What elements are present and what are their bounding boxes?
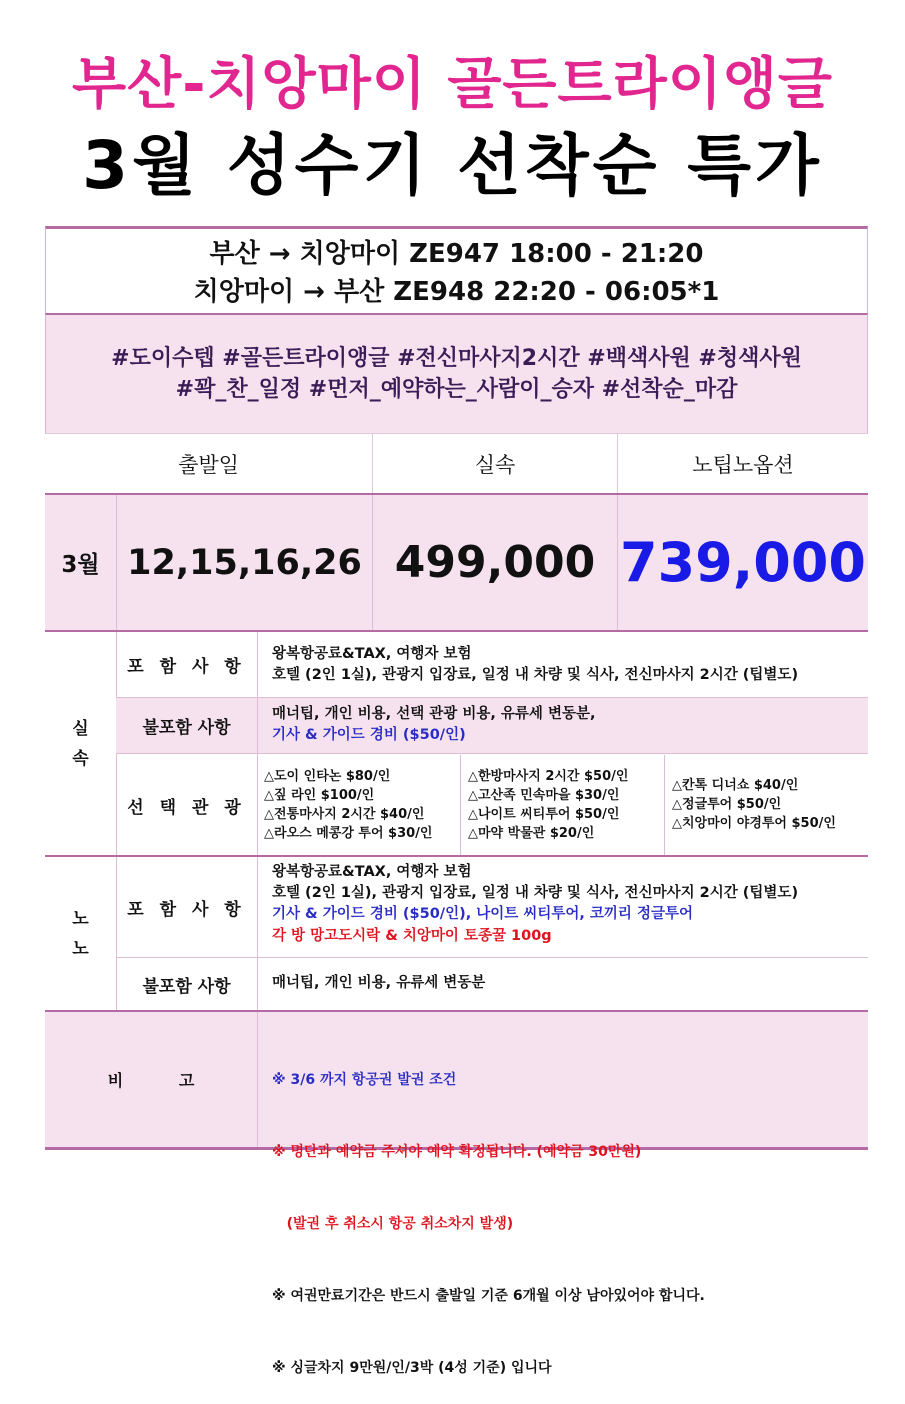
price-month: 3월 (61, 552, 100, 578)
optional-item: △도이 인타논 $80/인 (264, 769, 391, 784)
standard-excluded-line-2: 기사 & 가이드 경비 ($50/인) (272, 727, 466, 743)
flight-return: 치앙마이 → 부산 ZE948 22:20 - 06:05*1 (193, 277, 720, 307)
premium-excluded-text (272, 973, 862, 994)
premium-excluded-label: 불포함 사항 (142, 976, 231, 997)
premium-included-label: 포 함 사 항 (127, 899, 246, 920)
hashtags (45, 313, 868, 433)
optional-col-3 (672, 776, 868, 833)
standard-included-text (272, 644, 862, 686)
remark-line-3: (발권 후 취소시 항공 취소차지 발생) (272, 1216, 514, 1232)
premium-included-line-2: 호텔 (2인 1실), 관광지 입장료, 일정 내 차량 및 식사, 전신마사지 2시간 (팁별도) (272, 885, 799, 901)
standard-excluded-line-1: 매너팁, 개인 비용, 선택 관광 비용, 유류세 변동분, (272, 706, 596, 722)
premium-excluded-line-1: 매너팁, 개인 비용, 유류세 변동분 (272, 975, 486, 991)
optional-item: △치앙마이 야경투어 $50/인 (672, 816, 836, 831)
optional-item: △칸톡 디너쇼 $40/인 (672, 778, 799, 793)
optional-item: △한방마사지 2시간 $50/인 (468, 769, 629, 784)
remarks-text (272, 1020, 862, 1404)
header-premium: 노팁노옵션 (617, 433, 868, 493)
optional-item: △짚 라인 $100/인 (264, 788, 375, 803)
title-line-1: 부산-치앙마이 골든트라이앵글 (72, 52, 833, 117)
optional-item: △전통마사지 2시간 $40/인 (264, 807, 425, 822)
optional-item: △나이트 씨티투어 $50/인 (468, 807, 620, 822)
remark-line-1: ※ 3/6 까지 항공권 발권 조건 (272, 1072, 457, 1088)
standard-optional-label: 선 택 관 광 (127, 797, 246, 818)
hashtag-line-1: #도이수텝 #골든트라이앵글 #전신마사지2시간 #백색사원 #청색사원 (111, 346, 802, 371)
header-standard: 실속 (372, 433, 617, 493)
optional-item: △정글투어 $50/인 (672, 797, 782, 812)
remark-line-5: ※ 싱글차지 9만원/인/3박 (4성 기준) 입니다 (272, 1360, 552, 1376)
standard-included-line-1: 왕복항공료&TAX, 여행자 보험 (272, 646, 472, 662)
premium-included-line-3: 기사 & 가이드 경비 ($50/인), 나이트 씨티투어, 코끼리 정글투어 (272, 906, 694, 922)
premium-price: 739,000 (617, 495, 868, 630)
optional-item: △마약 박물관 $20/인 (468, 826, 595, 841)
price-dates: 12,15,16,26 (116, 495, 372, 630)
optional-item: △고산족 민속마을 $30/인 (468, 788, 620, 803)
premium-included-line-4: 각 방 망고도시락 & 치앙마이 토종꿀 100g (272, 928, 552, 944)
premium-included-text (272, 862, 862, 947)
remarks-label: 비 고 (107, 1071, 195, 1090)
remark-line-2: ※ 명단과 예약금 주셔야 예약 확정됩니다. (예약금 30만원) (272, 1144, 642, 1160)
optional-col-2 (468, 767, 663, 843)
standard-excluded-label: 불포함 사항 (142, 718, 231, 738)
standard-price: 499,000 (372, 495, 617, 630)
premium-section-label: 노 노 (72, 908, 89, 959)
flight-info (45, 226, 868, 313)
standard-included-label: 포 함 사 항 (127, 657, 246, 677)
title-line-2: 3월 성수기 선착순 특가 (82, 127, 823, 204)
standard-excluded-text (272, 704, 862, 746)
header-departure: 출발일 (45, 433, 372, 493)
standard-section-label: 실 속 (72, 718, 89, 769)
optional-item: △라오스 메콩강 투어 $30/인 (264, 826, 433, 841)
flight-outbound: 부산 → 치앙마이 ZE947 18:00 - 21:20 (209, 239, 704, 269)
premium-included-line-1: 왕복항공료&TAX, 여행자 보험 (272, 864, 472, 880)
hashtag-line-2: #꽉_찬_일정 #먼저_예약하는_사람이_승자 #선착순_마감 (175, 377, 738, 402)
standard-included-line-2: 호텔 (2인 1실), 관광지 입장료, 일정 내 차량 및 식사, 전신마사지 2시간 (팁별도) (272, 667, 799, 683)
remark-line-4: ※ 여권만료기간은 반드시 출발일 기준 6개월 이상 남아있어야 합니다. (272, 1288, 705, 1304)
optional-col-1 (264, 767, 459, 843)
